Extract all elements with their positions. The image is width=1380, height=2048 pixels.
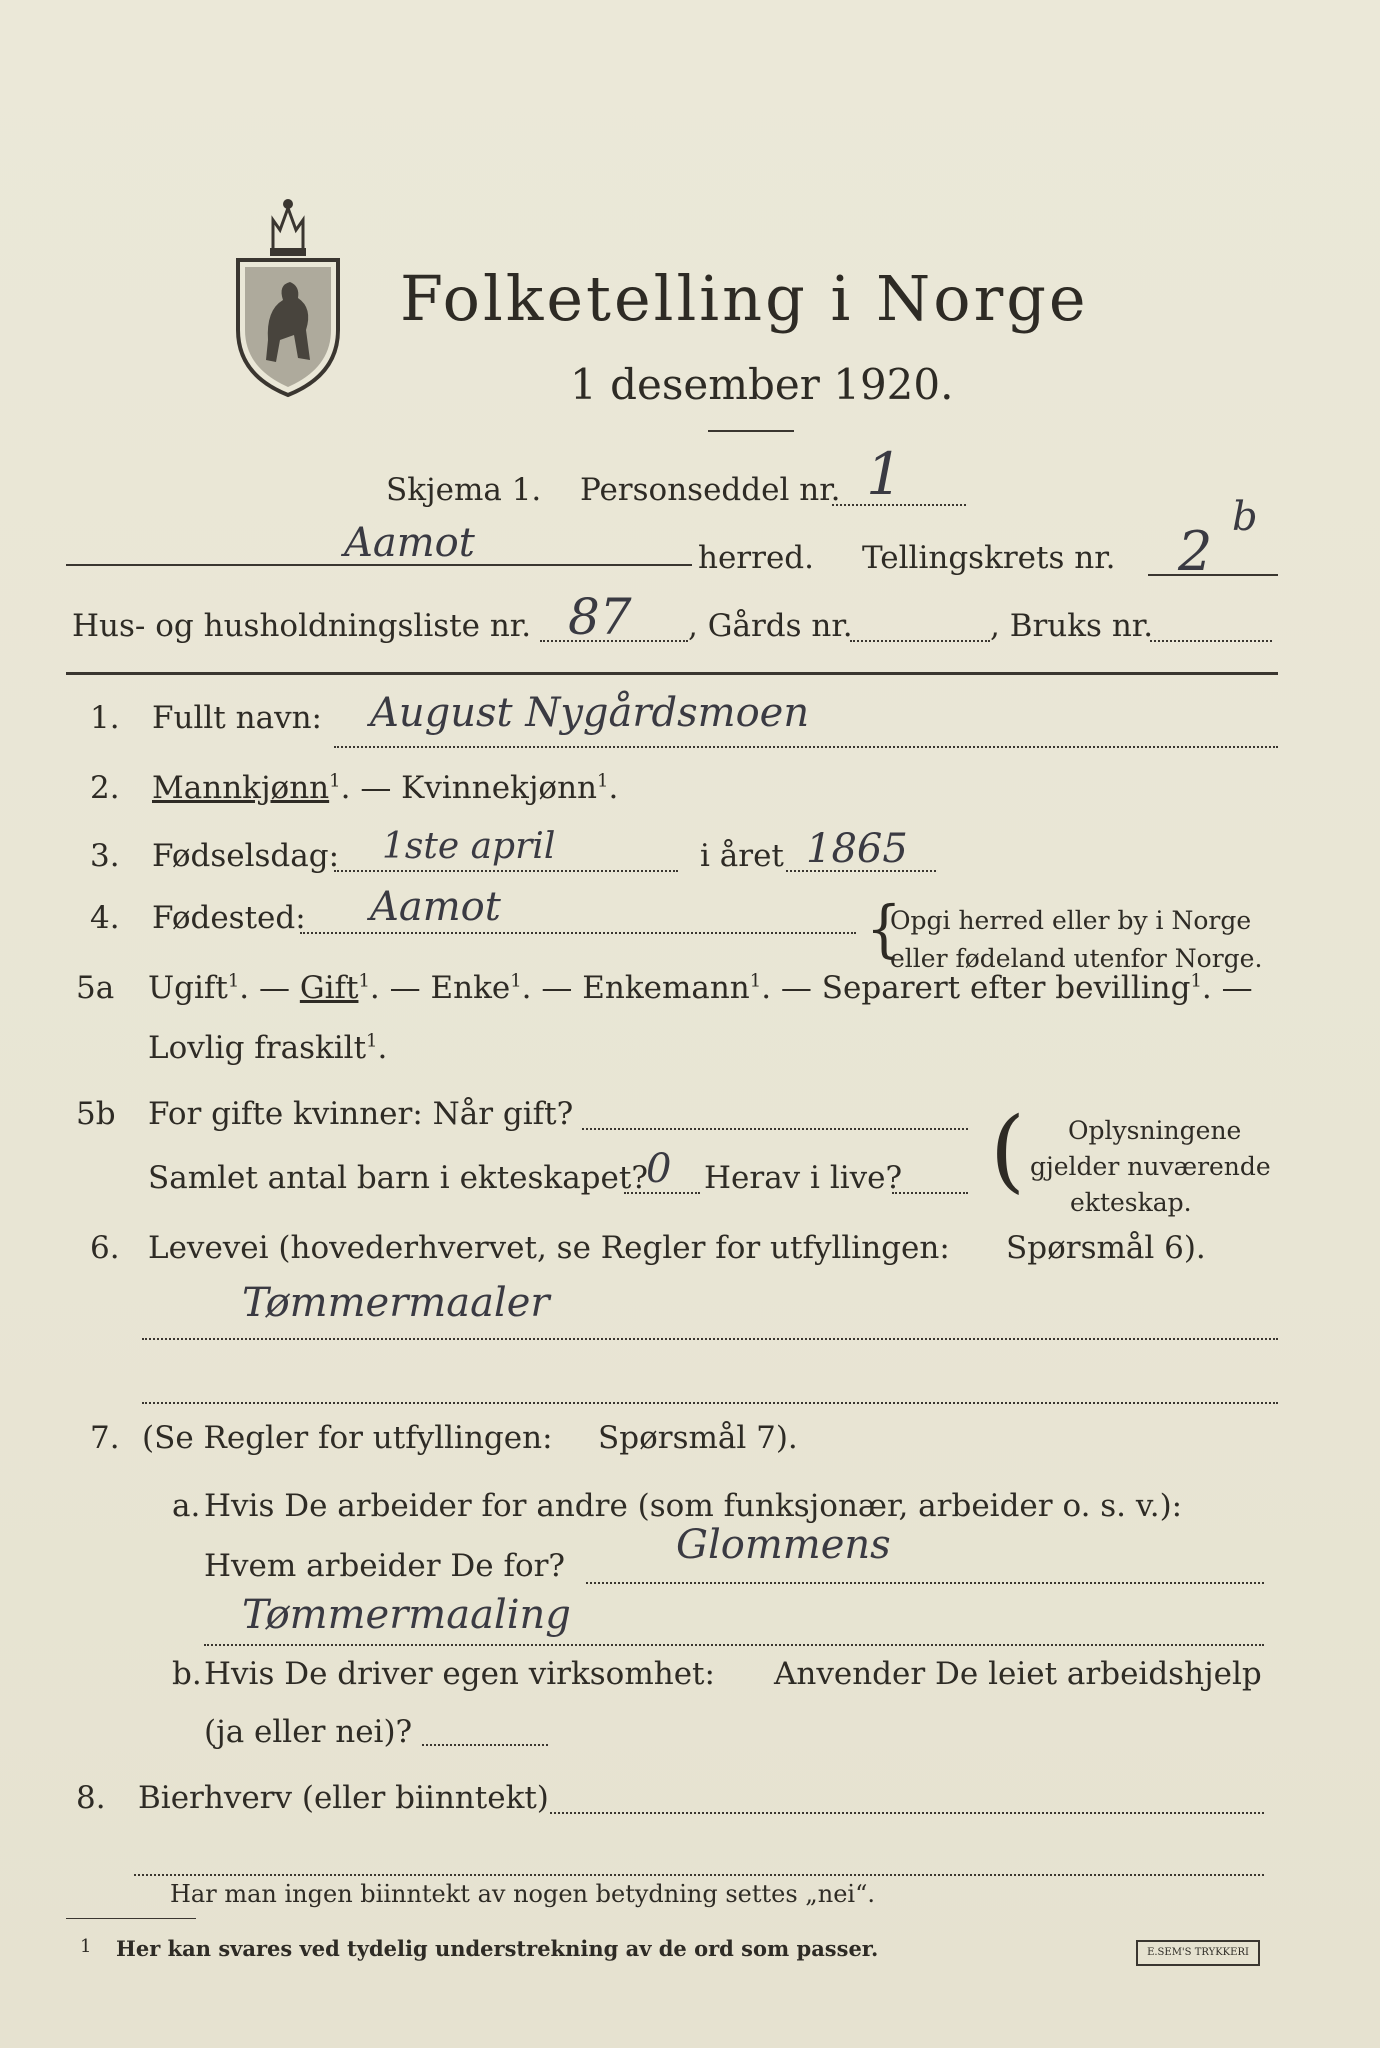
norway-coat-of-arms-icon bbox=[228, 190, 348, 400]
title-divider bbox=[708, 430, 794, 432]
q6-value: Tømmermaaler bbox=[242, 1280, 550, 1326]
printer-stamp: E.SEM'S TRYKKERI bbox=[1136, 1940, 1260, 1966]
q3-day-field bbox=[334, 870, 678, 872]
q5a-enke: Enke bbox=[430, 970, 511, 1006]
q6-label: Levevei (hovederhvervet, se Regler for utfyllingen: bbox=[148, 1230, 950, 1266]
q7b-number: b. bbox=[172, 1656, 202, 1692]
q5a-enkemann: Enkemann bbox=[582, 970, 750, 1006]
q7a-field-2 bbox=[204, 1644, 1264, 1646]
footnote-mark: 1 bbox=[80, 1936, 92, 1957]
q1-number: 1. bbox=[90, 700, 120, 736]
personseddel-label: Personseddel nr. bbox=[580, 472, 841, 508]
q4-number: 4. bbox=[90, 900, 120, 936]
q7a-label: Hvis De arbeider for andre (som funksjonær, arbeider o. s. v.): bbox=[204, 1488, 1183, 1524]
q5a-fraskilt-line: Lovlig fraskilt$^1$. bbox=[148, 1030, 388, 1066]
q3-year-label: i året bbox=[700, 838, 784, 874]
q7-number: 7. bbox=[90, 1420, 120, 1456]
q1-value: August Nygårdsmoen bbox=[370, 690, 810, 736]
q5a-ugift: Ugift bbox=[148, 970, 228, 1006]
q7a-question: Hvem arbeider De for? bbox=[204, 1548, 566, 1584]
q3-day-value: 1ste april bbox=[382, 826, 556, 867]
q7b-ref: Anvender De leiet arbeidshjelp bbox=[774, 1656, 1262, 1692]
q6-field-2 bbox=[142, 1402, 1278, 1404]
tellingskrets-value: 2 bbox=[1178, 520, 1213, 583]
q5b-live-label: Herav i live? bbox=[704, 1160, 903, 1196]
q5b-label1: For gifte kvinner: Når gift? bbox=[148, 1096, 574, 1132]
q5b-note-line3: ekteskap. bbox=[1070, 1188, 1192, 1217]
footer-note: Har man ingen biinntekt av nogen betydning settes „nei“. bbox=[170, 1880, 875, 1908]
bruks-label: , Bruks nr. bbox=[990, 608, 1154, 644]
q5a-separert: Separert efter bevilling bbox=[821, 970, 1191, 1006]
q2-number: 2. bbox=[90, 770, 120, 806]
q4-note-line1: Opgi herred eller by i Norge bbox=[890, 906, 1252, 935]
q5a-number: 5a bbox=[76, 970, 115, 1006]
q4-note-brace: { bbox=[866, 893, 902, 966]
hus-value: 87 bbox=[568, 588, 632, 646]
footnote-text: Her kan svares ved tydelig understrekning av de ord som passer. bbox=[116, 1936, 879, 1961]
q7b-label: Hvis De driver egen virksomhet: bbox=[204, 1656, 715, 1692]
tellingskrets-field bbox=[1148, 574, 1278, 576]
q1-label: Fullt navn: bbox=[152, 700, 322, 736]
q2-female-option: Kvinnekjønn bbox=[401, 770, 598, 806]
gards-field bbox=[850, 640, 990, 642]
q5b-note-line2: gjelder nuværende bbox=[1030, 1152, 1271, 1181]
herred-label: herred. bbox=[698, 540, 814, 576]
header-divider bbox=[66, 672, 1278, 675]
tellingskrets-suffix: b bbox=[1232, 494, 1258, 540]
q8-field-2 bbox=[134, 1874, 1264, 1876]
q4-value: Aamot bbox=[370, 884, 501, 930]
footnote-rule bbox=[66, 1918, 196, 1919]
q7a-value: Glommens bbox=[676, 1522, 891, 1568]
q3-year-value: 1865 bbox=[806, 826, 908, 872]
q5b-note-line1: Oplysningene bbox=[1068, 1116, 1242, 1145]
q3-number: 3. bbox=[90, 838, 120, 874]
q5a-options: Ugift$^1$. — Gift$^1$. — Enke$^1$. — Enkemann$^1$. — Separert efter bevilling$^1$. — bbox=[148, 970, 1253, 1006]
q4-label: Fødested: bbox=[152, 900, 306, 936]
q7-ref: Spørsmål 7). bbox=[598, 1420, 798, 1456]
q5b-married-field bbox=[582, 1128, 968, 1130]
tellingskrets-label: Tellingskrets nr. bbox=[862, 540, 1116, 576]
q6-field-1 bbox=[142, 1338, 1278, 1340]
q7b-field bbox=[422, 1744, 548, 1746]
personseddel-value: 1 bbox=[866, 440, 903, 508]
q8-number: 8. bbox=[76, 1780, 106, 1816]
q4-field bbox=[300, 932, 856, 934]
q5b-children-field bbox=[624, 1192, 700, 1194]
hus-label: Hus- og husholdningsliste nr. bbox=[72, 608, 532, 644]
q2-options: Mannkjønn$^1$. — Kvinnekjønn$^1$. bbox=[152, 770, 619, 806]
gards-label: , Gårds nr. bbox=[688, 608, 853, 644]
q5b-label2: Samlet antal barn i ekteskapet? bbox=[148, 1160, 648, 1196]
q7-label: (Se Regler for utfyllingen: bbox=[142, 1420, 553, 1456]
q4-note-line2: eller fødeland utenfor Norge. bbox=[890, 944, 1263, 973]
q5b-note-brace: ( bbox=[990, 1098, 1026, 1203]
q5b-live-field bbox=[892, 1192, 968, 1194]
q5a-fraskilt: Lovlig fraskilt bbox=[148, 1030, 367, 1066]
q5a-gift: Gift bbox=[299, 970, 359, 1006]
form-title: Folketelling i Norge bbox=[400, 262, 1089, 335]
q7a-number: a. bbox=[172, 1488, 201, 1524]
q3-label: Fødselsdag: bbox=[152, 838, 340, 874]
q5b-children-value: 0 bbox=[646, 1146, 672, 1192]
q7b-question: (ja eller nei)? bbox=[204, 1714, 413, 1750]
q5b-number: 5b bbox=[76, 1096, 116, 1132]
q6-number: 6. bbox=[90, 1230, 120, 1266]
q8-field-1 bbox=[550, 1812, 1264, 1814]
herred-value: Aamot bbox=[344, 520, 475, 566]
census-date: 1 desember 1920. bbox=[570, 360, 954, 409]
q6-ref: Spørsmål 6). bbox=[1006, 1230, 1206, 1266]
q1-field bbox=[334, 746, 1278, 748]
q7a-field-1 bbox=[586, 1582, 1264, 1584]
bruks-field bbox=[1150, 640, 1272, 642]
q7a-value-2: Tømmermaaling bbox=[242, 1592, 571, 1638]
q8-label: Bierhverv (eller biinntekt) bbox=[138, 1780, 549, 1816]
schema-label: Skjema 1. bbox=[386, 472, 542, 508]
q2-male-option: Mannkjønn bbox=[152, 770, 330, 806]
